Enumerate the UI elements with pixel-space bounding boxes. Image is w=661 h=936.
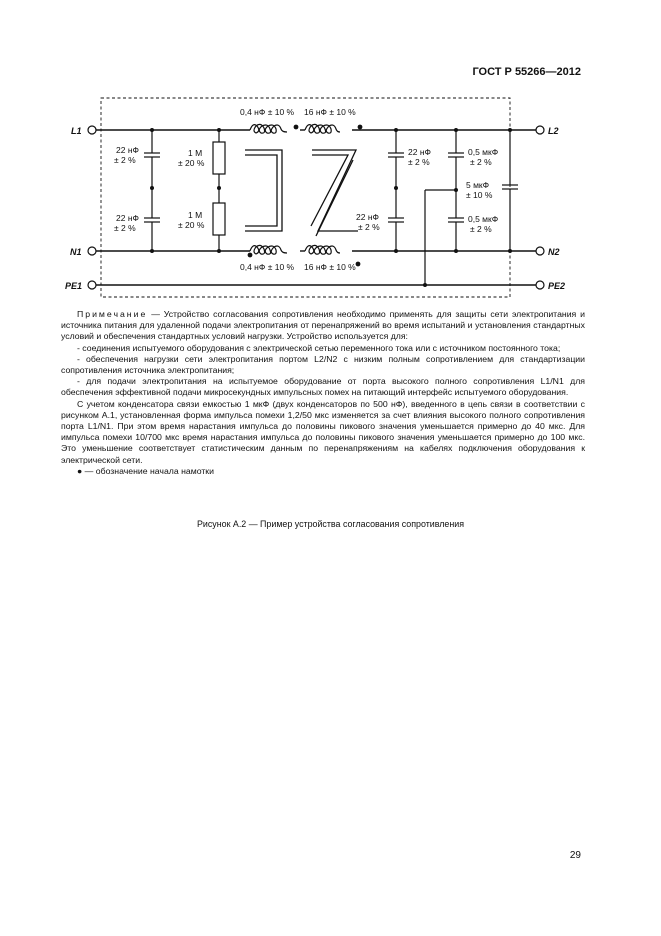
res-bottom-tol: ± 20 % bbox=[178, 220, 205, 230]
circuit-diagram bbox=[0, 0, 661, 300]
cap-right-bottom-tol: ± 2 % bbox=[470, 224, 492, 234]
cap-mid-bottom-tol: ± 2 % bbox=[358, 222, 380, 232]
cap-right-top-tol: ± 2 % bbox=[470, 157, 492, 167]
figure-caption: Рисунок А.2 — Пример устройства согласования сопротивления bbox=[196, 519, 465, 529]
inductor-top-right bbox=[305, 124, 340, 133]
note-item-1: - соединения испытуемого оборудования с электрической сетью переменного тока или с источником постоянного тока; bbox=[77, 342, 561, 353]
standard-header: ГОСТ Р 55266—2012 bbox=[472, 66, 581, 78]
cap-left-top-value: 22 нФ bbox=[116, 145, 139, 155]
inductor-bottom-right-label: 16 нФ ± 10 % bbox=[304, 262, 356, 272]
res-top-tol: ± 20 % bbox=[178, 158, 205, 168]
res-bottom-value: 1 М bbox=[188, 210, 203, 220]
cap-series bbox=[502, 130, 518, 251]
inductor-bottom-left bbox=[250, 245, 287, 254]
note-paragraph-2: С учетом конденсатора связи емкостью 1 мкФ (двух конденсаторов по 500 нФ), введенного в цепь связи в соответствии с рисунком А.1, установленная форма импульса помехи 1,2/50 мкс изменяется за счет влияния высокого полного сопротивления порта L1/N1. При этом время нарастания импульса до половины пикового значения уменьшается примерно до 40 мкс. Для импульса помехи 10/700 мкс время нарастания импульса до половины пикового значения уменьшается примерно до 100 мкс. Это уменьшение соответствует статистическим данным по перенапряжениям на кабелях подключения оборудования к электрической сети. bbox=[61, 398, 585, 465]
terminal-n2: N2 bbox=[548, 247, 560, 257]
inductor-bottom-left-label: 0,4 нФ ± 10 % bbox=[240, 262, 295, 272]
cap-mid bbox=[388, 130, 404, 251]
cap-right-top-value: 0,5 мкФ bbox=[468, 147, 499, 157]
terminal-pe1: PE1 bbox=[65, 281, 83, 291]
cap-mid-top-tol: ± 2 % bbox=[408, 157, 430, 167]
figure-note bbox=[61, 309, 585, 477]
note-legend: ● — обозначение начала намотки bbox=[77, 465, 214, 476]
cap-left-bottom-value: 22 нФ bbox=[116, 213, 139, 223]
note-item-3: - для подачи электропитания на испытуемое оборудование от порта высокого полного сопротивления L1/N1 для обеспечения эффективной подачи микросекундных импульсных помех на питающий интерфейс испытуемого оборудования. bbox=[61, 376, 585, 398]
note-intro: — Устройство согласования сопротивления необходимо применять для защиты сети электропитания и источника питания для удаленной подачи электропитания от перенапряжений во время испытаний и установления стандартных условий и обеспечения стандартных условий нагрузки. Устройство используется для: bbox=[61, 309, 585, 342]
cap-left-top-tol: ± 2 % bbox=[114, 155, 136, 165]
res-top-value: 1 М bbox=[188, 148, 203, 158]
cap-left bbox=[144, 130, 160, 251]
cap-mid-bottom-value: 22 нФ bbox=[356, 212, 379, 222]
inductor-top-left-label: 0,4 нФ ± 10 % bbox=[240, 107, 295, 117]
inductor-top-left bbox=[250, 124, 287, 133]
terminal-l1: L1 bbox=[71, 126, 82, 136]
core-z bbox=[311, 150, 358, 236]
core-bracket bbox=[245, 150, 282, 231]
inductor-bottom-right bbox=[305, 245, 340, 254]
cap-right-bottom-value: 0,5 мкФ bbox=[468, 214, 499, 224]
winding-start-dots bbox=[248, 125, 363, 267]
cap-series-value: 5 мкФ bbox=[466, 180, 490, 190]
inductor-top-right-label: 16 нФ ± 10 % bbox=[304, 107, 356, 117]
terminal-n1: N1 bbox=[70, 247, 82, 257]
terminal-pe2: PE2 bbox=[548, 281, 566, 291]
cap-series-tol: ± 10 % bbox=[466, 190, 493, 200]
resistor-column bbox=[213, 130, 225, 251]
cap-left-bottom-tol: ± 2 % bbox=[114, 223, 136, 233]
note-item-2: - обеспечения нагрузки сети электропитания портом L2/N2 с низким полным сопротивлением для стандартизации сопротивления источника электропитания; bbox=[61, 353, 585, 376]
page-number: 29 bbox=[569, 850, 581, 861]
note-label: Примечание bbox=[77, 309, 148, 319]
terminal-l2: L2 bbox=[548, 126, 559, 136]
cap-mid-top-value: 22 нФ bbox=[408, 147, 431, 157]
